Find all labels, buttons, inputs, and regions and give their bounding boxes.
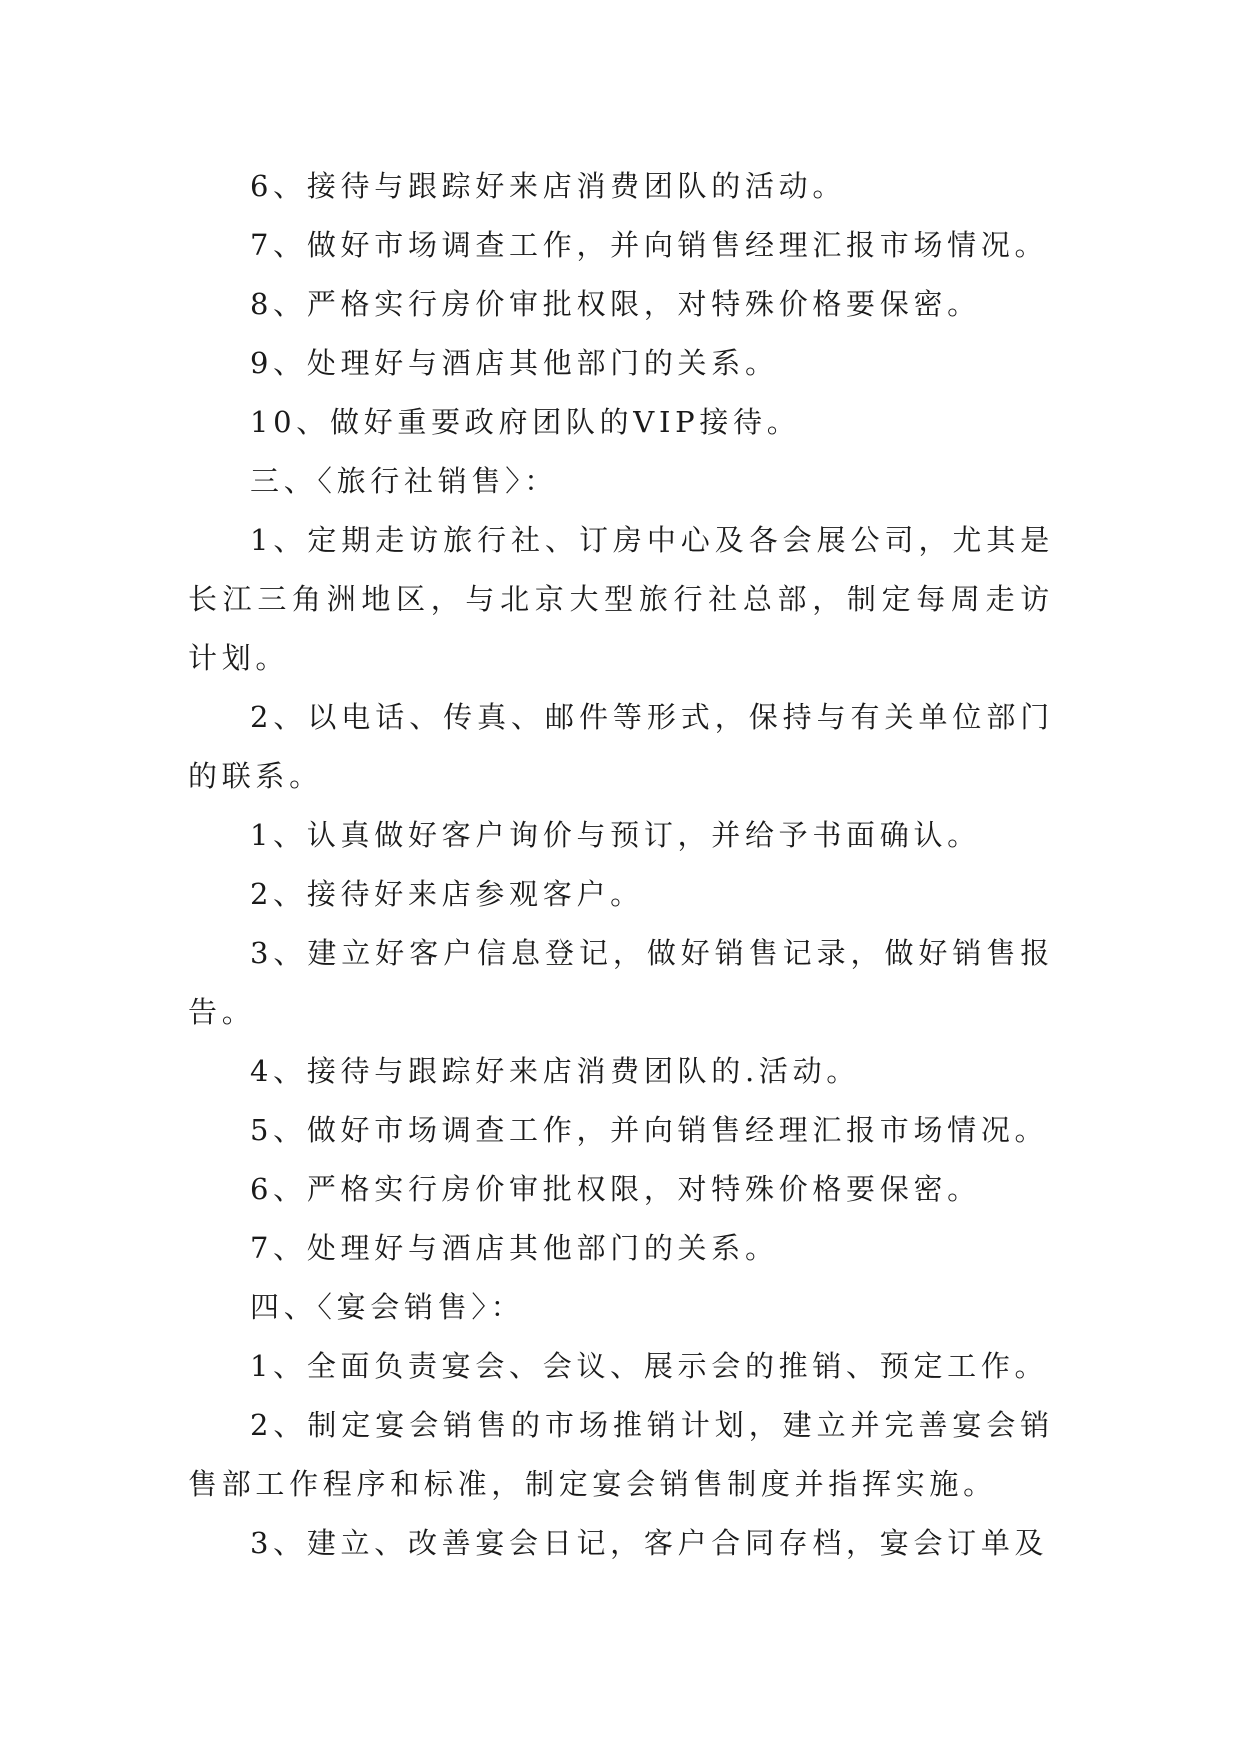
section-heading: 三、〈旅行社销售〉： (250, 464, 559, 498)
list-item: 4、接待与跟踪好来店消费团队的.活动。 (250, 1054, 860, 1088)
list-item: 7、做好市场调查工作，并向销售经理汇报市场情况。 (250, 228, 1049, 262)
list-item: 1、全面负责宴会、会议、展示会的推销、预定工作。 (250, 1349, 1049, 1383)
list-item: 6、严格实行房价审批权限，对特殊价格要保密。 (250, 1172, 981, 1206)
list-item: 3、建立好客户信息登记，做好销售记录，做好销售报告。 (188, 936, 1054, 1029)
list-item: 8、严格实行房价审批权限，对特殊价格要保密。 (250, 287, 981, 321)
document-body (188, 157, 1054, 1573)
list-item: 2、接待好来店参观客户。 (250, 877, 644, 911)
list-item: 6、接待与跟踪好来店消费团队的活动。 (250, 169, 847, 203)
list-item: 3、建立、改善宴会日记，客户合同存档，宴会订单及 (250, 1526, 1049, 1560)
list-item: 7、处理好与酒店其他部门的关系。 (250, 1231, 779, 1265)
section-heading: 四、〈宴会销售〉： (250, 1290, 525, 1324)
list-item: 9、处理好与酒店其他部门的关系。 (250, 346, 779, 380)
list-item: 2、以电话、传真、邮件等形式，保持与有关单位部门的联系。 (188, 700, 1054, 793)
list-item: 2、制定宴会销售的市场推销计划，建立并完善宴会销售部工作程序和标准，制定宴会销售制度并指挥实施。 (188, 1408, 1054, 1501)
list-item: 1、认真做好客户询价与预订，并给予书面确认。 (250, 818, 981, 852)
list-item: 5、做好市场调查工作，并向销售经理汇报市场情况。 (250, 1113, 1049, 1147)
list-item: 1、定期走访旅行社、订房中心及各会展公司，尤其是长江三角洲地区，与北京大型旅行社总部，制定每周走访计划。 (188, 523, 1054, 675)
list-item: 10、做好重要政府团队的VIP接待。 (250, 405, 801, 439)
